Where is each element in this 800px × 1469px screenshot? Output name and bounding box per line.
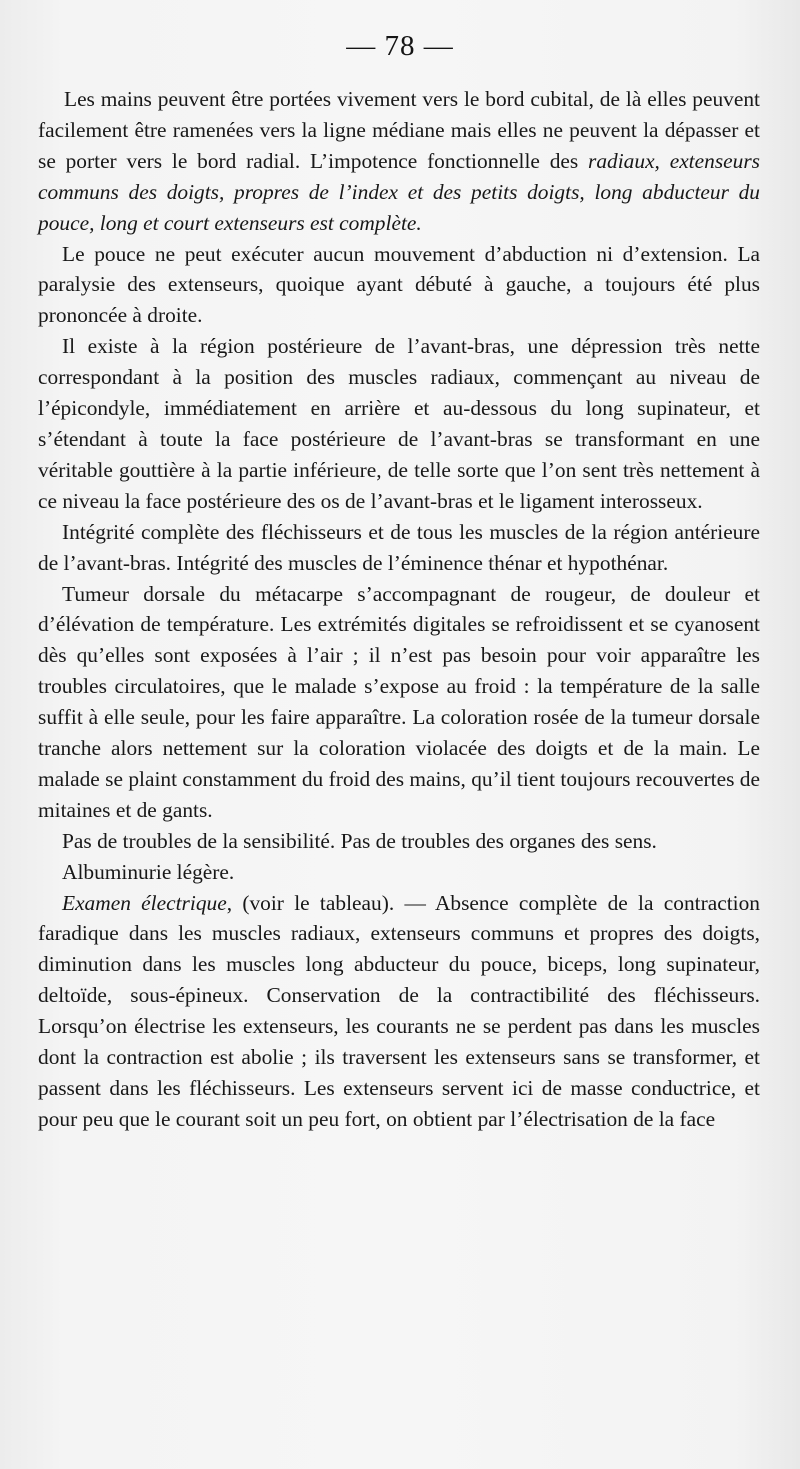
text-segment-italic: Examen électrique bbox=[62, 890, 227, 915]
text-segment: Le pouce ne peut exécuter aucun mouvement d’abduction ni d’extension. La paralysie des extenseurs, quoique ayant débuté à gauche, a toujours été plus prononcée à droite. bbox=[38, 241, 760, 328]
paragraph-sensibility bbox=[38, 826, 760, 857]
paragraph-electrical-exam bbox=[38, 888, 760, 1135]
paragraph-depression bbox=[38, 331, 760, 516]
text-segment: Tumeur dorsale du métacarpe s’accompagnant de rougeur, de douleur et d’élévation de température. Les extrémités digitales se refroidissent et se cyanosent dès qu’elles sont exposées à l’air ; il n’est pas besoin pour voir apparaître les troubles circulatoires, que le malade s’expose au froid : la température de la salle suffit à elle seule, pour les faire apparaître. La coloration rosée de la tumeur dorsale tranche alors nettement sur la coloration violacée des doigts et de la main. Le malade se plaint constamment du froid des mains, qu’il tient toujours recouvertes de mitaines et de gants. bbox=[38, 581, 760, 822]
paragraph-tumor bbox=[38, 579, 760, 826]
paragraph-integrity bbox=[38, 517, 760, 579]
page-number: — 78 — bbox=[346, 30, 454, 62]
paragraph-albuminuria bbox=[38, 857, 760, 888]
text-segment-italic: radiaux, extenseurs communs des doigts, propres de l’index et des petits doigts, long abducteur du pouce, long et court extenseurs est complète. bbox=[38, 148, 760, 235]
body-text bbox=[38, 84, 760, 1135]
text-segment: Intégrité complète des fléchisseurs et de tous les muscles de la région antérieure de l’avant-bras. Intégrité des muscles de l’éminence thénar et hypothénar. bbox=[38, 519, 760, 575]
text-segment: Les mains peuvent être portées vivement vers le bord cubital, de là elles peuvent facilement être ramenées vers la ligne médiane mais elles ne peuvent la dépasser et se porter vers le bord radial. L’impotence fonctionnelle des bbox=[38, 87, 760, 173]
paragraph-hand-movement bbox=[38, 84, 760, 239]
text-segment: Il existe à la région postérieure de l’avant-bras, une dépression très nette correspondant à la position des muscles radiaux, commençant au niveau de l’épicondyle, immédiatement en arrière et au-dessous du long supinateur, et s’étendant à toute la face postérieure de l’avant-bras se transformant en une véritable gouttière à la partie inférieure, de telle sorte que l’on sent très nettement à ce niveau la face postérieure des os de l’avant-bras et le ligament interosseux. bbox=[38, 334, 760, 513]
text-segment: Pas de troubles de la sensibilité. Pas de troubles des organes des sens. bbox=[62, 828, 657, 853]
text-segment: Albuminurie légère. bbox=[62, 859, 235, 884]
text-segment: , (voir le tableau). — Absence complète de la contraction faradique dans les muscles radiaux, extenseurs communs et propres des doigts, diminution dans les muscles long abducteur du pouce, biceps, long supinateur, deltoïde, sous-épineux. Conservation de la contractibilité des fléchisseurs. Lorsqu’on électrise les extenseurs, les courants ne se perdent pas dans les muscles dont la contraction est abolie ; ils traversent les extenseurs sans se transformer, et passent dans les fléchisseurs. Les extenseurs servent ici de masse conductrice, et pour peu que le courant soit un peu fort, on obtient par l’électrisation de la face bbox=[38, 890, 760, 1131]
paragraph-thumb bbox=[38, 239, 760, 332]
